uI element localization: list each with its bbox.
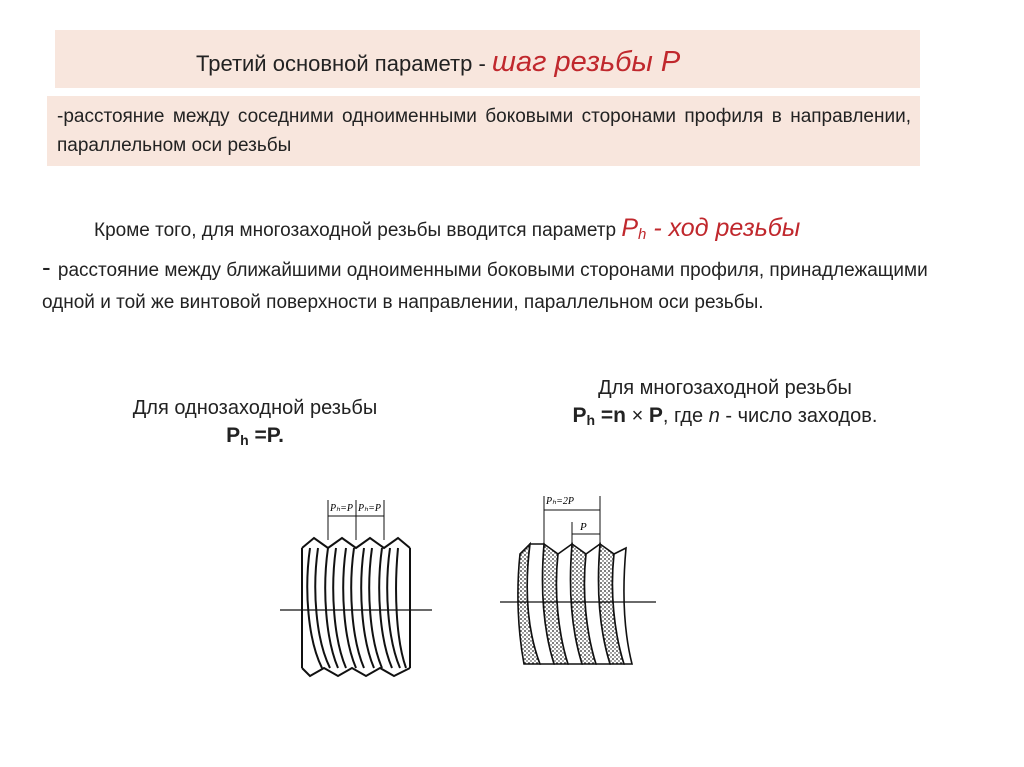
title-accent: шаг резьбы Р xyxy=(491,46,681,78)
multi-formula-p2: P xyxy=(648,404,663,427)
multi-start-formula xyxy=(520,402,930,434)
title-plain: Третий основной параметр - xyxy=(196,51,492,76)
single-start-thread-figure xyxy=(280,490,440,690)
multi-start-block xyxy=(520,374,930,434)
multi-formula-n: n xyxy=(708,405,720,427)
single-formula-rest: =P. xyxy=(248,424,284,447)
multi-start-thread-figure xyxy=(500,482,660,682)
lead-term-text: - ход резьбы xyxy=(646,214,801,242)
single-label-right: Pₕ=P xyxy=(358,503,382,514)
lead-symbol: P xyxy=(621,214,639,242)
single-label-left: Pₕ=P xyxy=(330,503,354,514)
multi-formula-times: × xyxy=(626,405,649,427)
single-formula-sub: h xyxy=(240,432,249,448)
lead-dash: - xyxy=(42,252,58,282)
multi-label-p: P xyxy=(580,521,587,533)
slide-title xyxy=(196,46,680,79)
single-start-block xyxy=(90,394,420,454)
lead-symbol-sub: h xyxy=(638,226,647,243)
lead-body: расстояние между ближайшими одноименными боковыми сторонами профиля, принадлежащими одной и той же винтовой поверхности в направлении, параллельном оси резьбы. xyxy=(42,260,928,313)
single-start-formula xyxy=(90,422,420,454)
lead-intro: Кроме того, для многозаходной резьбы вводится параметр xyxy=(94,220,622,241)
pitch-definition: -расстояние между соседними одноименными боковыми сторонами профиля в направлении, параллельном оси резьбы xyxy=(57,106,911,156)
multi-formula-p: P xyxy=(572,404,587,427)
multi-formula-note: - число заходов. xyxy=(719,405,878,427)
multi-label-top: Pₕ=2P xyxy=(546,496,575,507)
lead-paragraph xyxy=(42,212,982,319)
multi-formula-where: , где xyxy=(662,405,709,427)
single-formula-p: P xyxy=(226,424,241,447)
multi-formula-sub: h xyxy=(586,412,596,428)
multi-start-caption: Для многозаходной резьбы xyxy=(598,377,852,399)
lead-term xyxy=(621,214,800,242)
multi-formula-eq: =n xyxy=(595,404,627,427)
single-start-caption: Для однозаходной резьбы xyxy=(132,397,378,419)
